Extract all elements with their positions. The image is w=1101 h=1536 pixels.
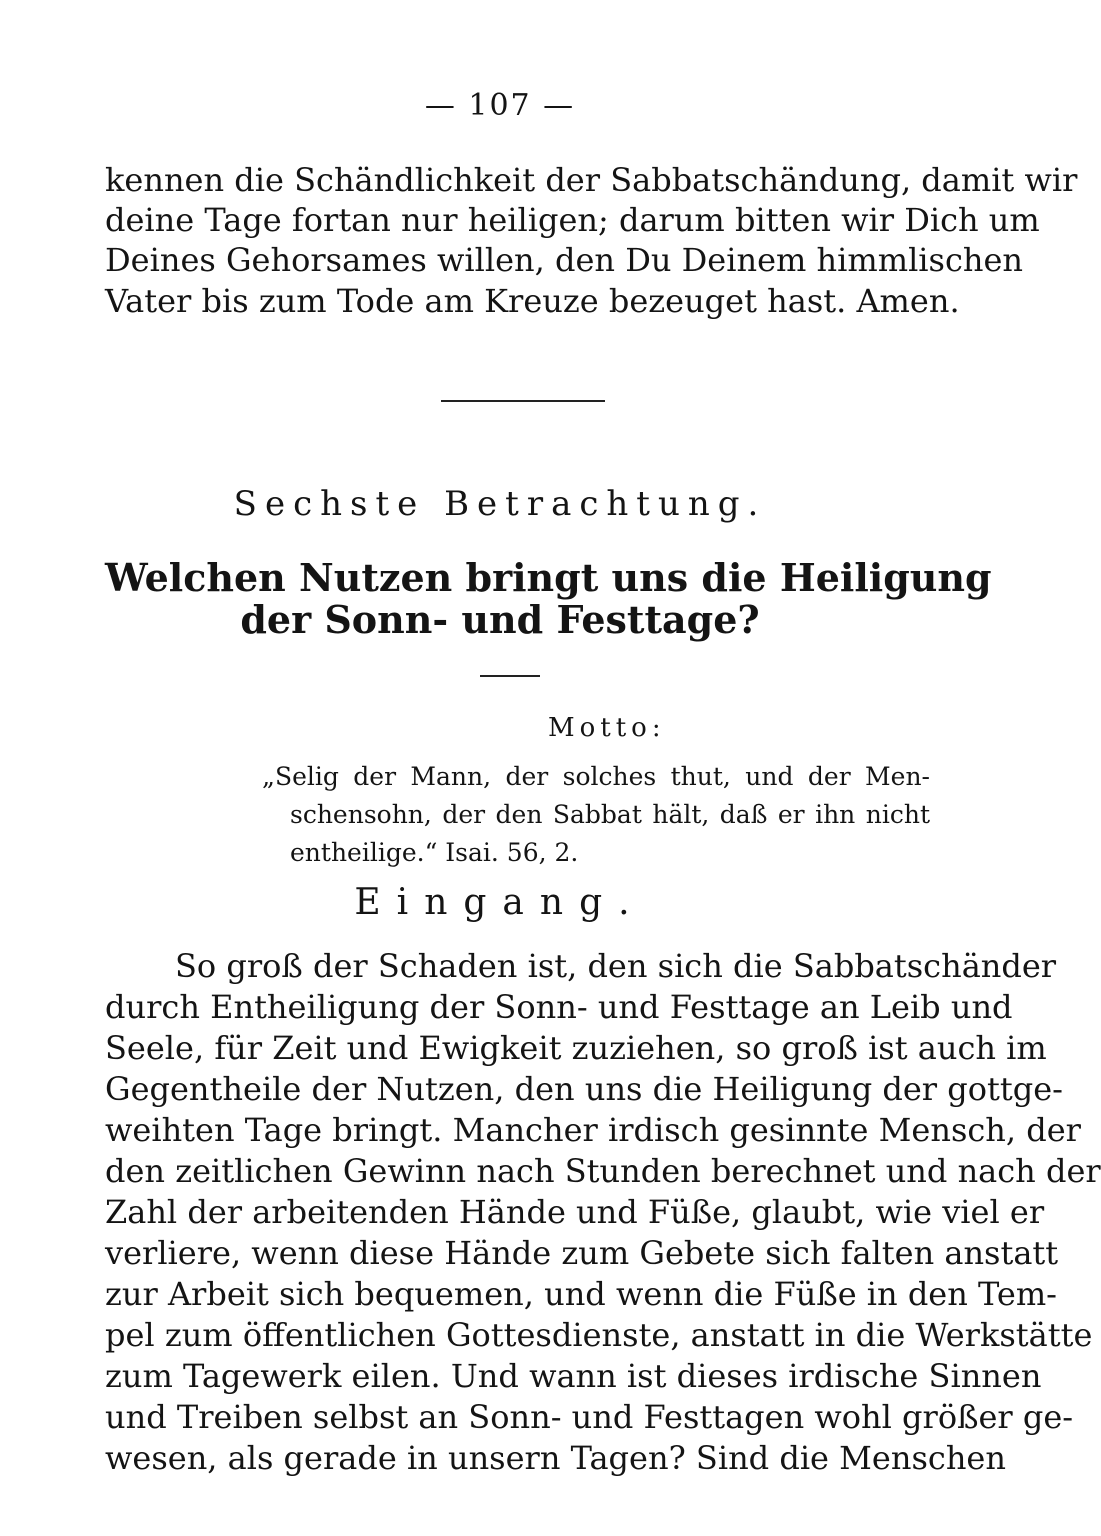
text-line: Vater bis zum Tode am Kreuze bezeuget hast. Amen. (105, 282, 960, 320)
text-line: den zeitlichen Gewinn nach Stunden berechnet und nach der (105, 1152, 1101, 1190)
motto-quote-line: entheilige.“ Isai. 56, 2. (290, 838, 579, 867)
motto-quote-line: „Selig der Mann, der solches thut, und der Men- (262, 762, 930, 791)
text-line: verliere, wenn diese Hände zum Gebete sich falten anstatt (105, 1234, 1059, 1272)
motto-label: Motto: (548, 713, 666, 743)
section-title-line: der Sonn- und Festtage? (240, 597, 760, 642)
text-line: kennen die Schändlichkeit der Sabbatschändung, damit wir (105, 161, 1078, 199)
subheading: Eingang. (354, 882, 646, 923)
text-line: pel zum öffentlichen Gottesdienste, anstatt in die Werkstätte (105, 1316, 1093, 1354)
text-line: Deines Gehorsames willen, den Du Deinem himmlischen (105, 241, 1024, 279)
section-title-line: Welchen Nutzen bringt uns die Heiligung (105, 555, 992, 600)
text-line: deine Tage fortan nur heiligen; darum bitten wir Dich um (105, 201, 1040, 239)
page-number: — 107 — (424, 88, 576, 123)
title-divider (480, 675, 540, 677)
section-divider (441, 400, 605, 402)
text-line: zur Arbeit sich bequemen, und wenn die Füße in den Tem- (105, 1275, 1057, 1313)
text-line: zum Tagewerk eilen. Und wann ist dieses irdische Sinnen (105, 1357, 1042, 1395)
text-line: wesen, als gerade in unsern Tagen? Sind die Menschen (105, 1439, 1006, 1477)
text-line: So groß der Schaden ist, den sich die Sabbatschänder (175, 947, 1057, 985)
text-line: weihten Tage bringt. Mancher irdisch gesinnte Mensch, der (105, 1111, 1081, 1149)
section-heading: Sechste Betrachtung. (233, 484, 767, 524)
motto-quote-line: schensohn, der den Sabbat hält, daß er ihn nicht (290, 800, 930, 829)
text-line: Seele, für Zeit und Ewigkeit zuziehen, so groß ist auch im (105, 1029, 1047, 1067)
text-line: und Treiben selbst an Sonn- und Festtagen wohl größer ge- (105, 1398, 1074, 1436)
text-line: durch Entheiligung der Sonn- und Festtage an Leib und (105, 988, 1013, 1026)
text-line: Gegentheile der Nutzen, den uns die Heiligung der gottge- (105, 1070, 1063, 1108)
text-line: Zahl der arbeitenden Hände und Füße, glaubt, wie viel er (105, 1193, 1045, 1231)
